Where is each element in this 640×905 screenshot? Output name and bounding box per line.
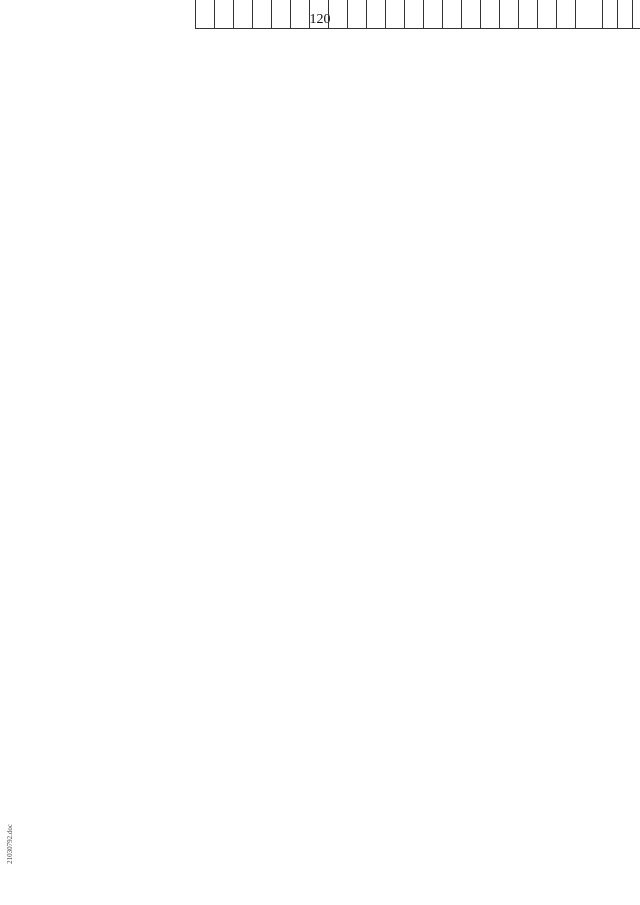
table-row [443,0,462,29]
value-cell [367,0,386,29]
indicators-header [633,0,640,29]
table-row [576,0,603,29]
table-row [538,0,557,29]
table-row [329,0,348,29]
page-number: 120 [309,12,331,27]
table-body [196,0,603,29]
value-cell [576,0,603,29]
value-cell [291,0,310,29]
value-cell [253,0,272,29]
value-cell [481,0,500,29]
document-code [4,799,16,889]
table-row [405,0,424,29]
value-cell [348,0,367,29]
document-code-text: 21030792.doc [6,824,14,864]
table-row [424,0,443,29]
table-row [234,0,253,29]
value-cell [215,0,234,29]
table-row [557,0,576,29]
table-row [481,0,500,29]
table-row [500,0,519,29]
table-row [215,0,234,29]
year-header [618,0,633,29]
value-cell [519,0,538,29]
value-cell [386,0,405,29]
plan-header [603,0,618,29]
table-row [386,0,405,29]
value-cell [557,0,576,29]
table-row [462,0,481,29]
table-row [253,0,272,29]
value-cell [196,0,215,29]
value-cell [538,0,557,29]
table-row [519,0,538,29]
value-cell [462,0,481,29]
table-row [272,0,291,29]
table-row [196,0,215,29]
value-cell [500,0,519,29]
indicators-table [195,0,640,29]
value-cell [310,0,329,29]
value-cell [424,0,443,29]
value-cell [329,0,348,29]
table-row [348,0,367,29]
table-row [367,0,386,29]
value-cell [272,0,291,29]
rotated-table-wrapper [146,0,640,28]
value-cell [443,0,462,29]
value-cell [234,0,253,29]
table-row [310,0,329,29]
table-row [291,0,310,29]
value-cell [405,0,424,29]
